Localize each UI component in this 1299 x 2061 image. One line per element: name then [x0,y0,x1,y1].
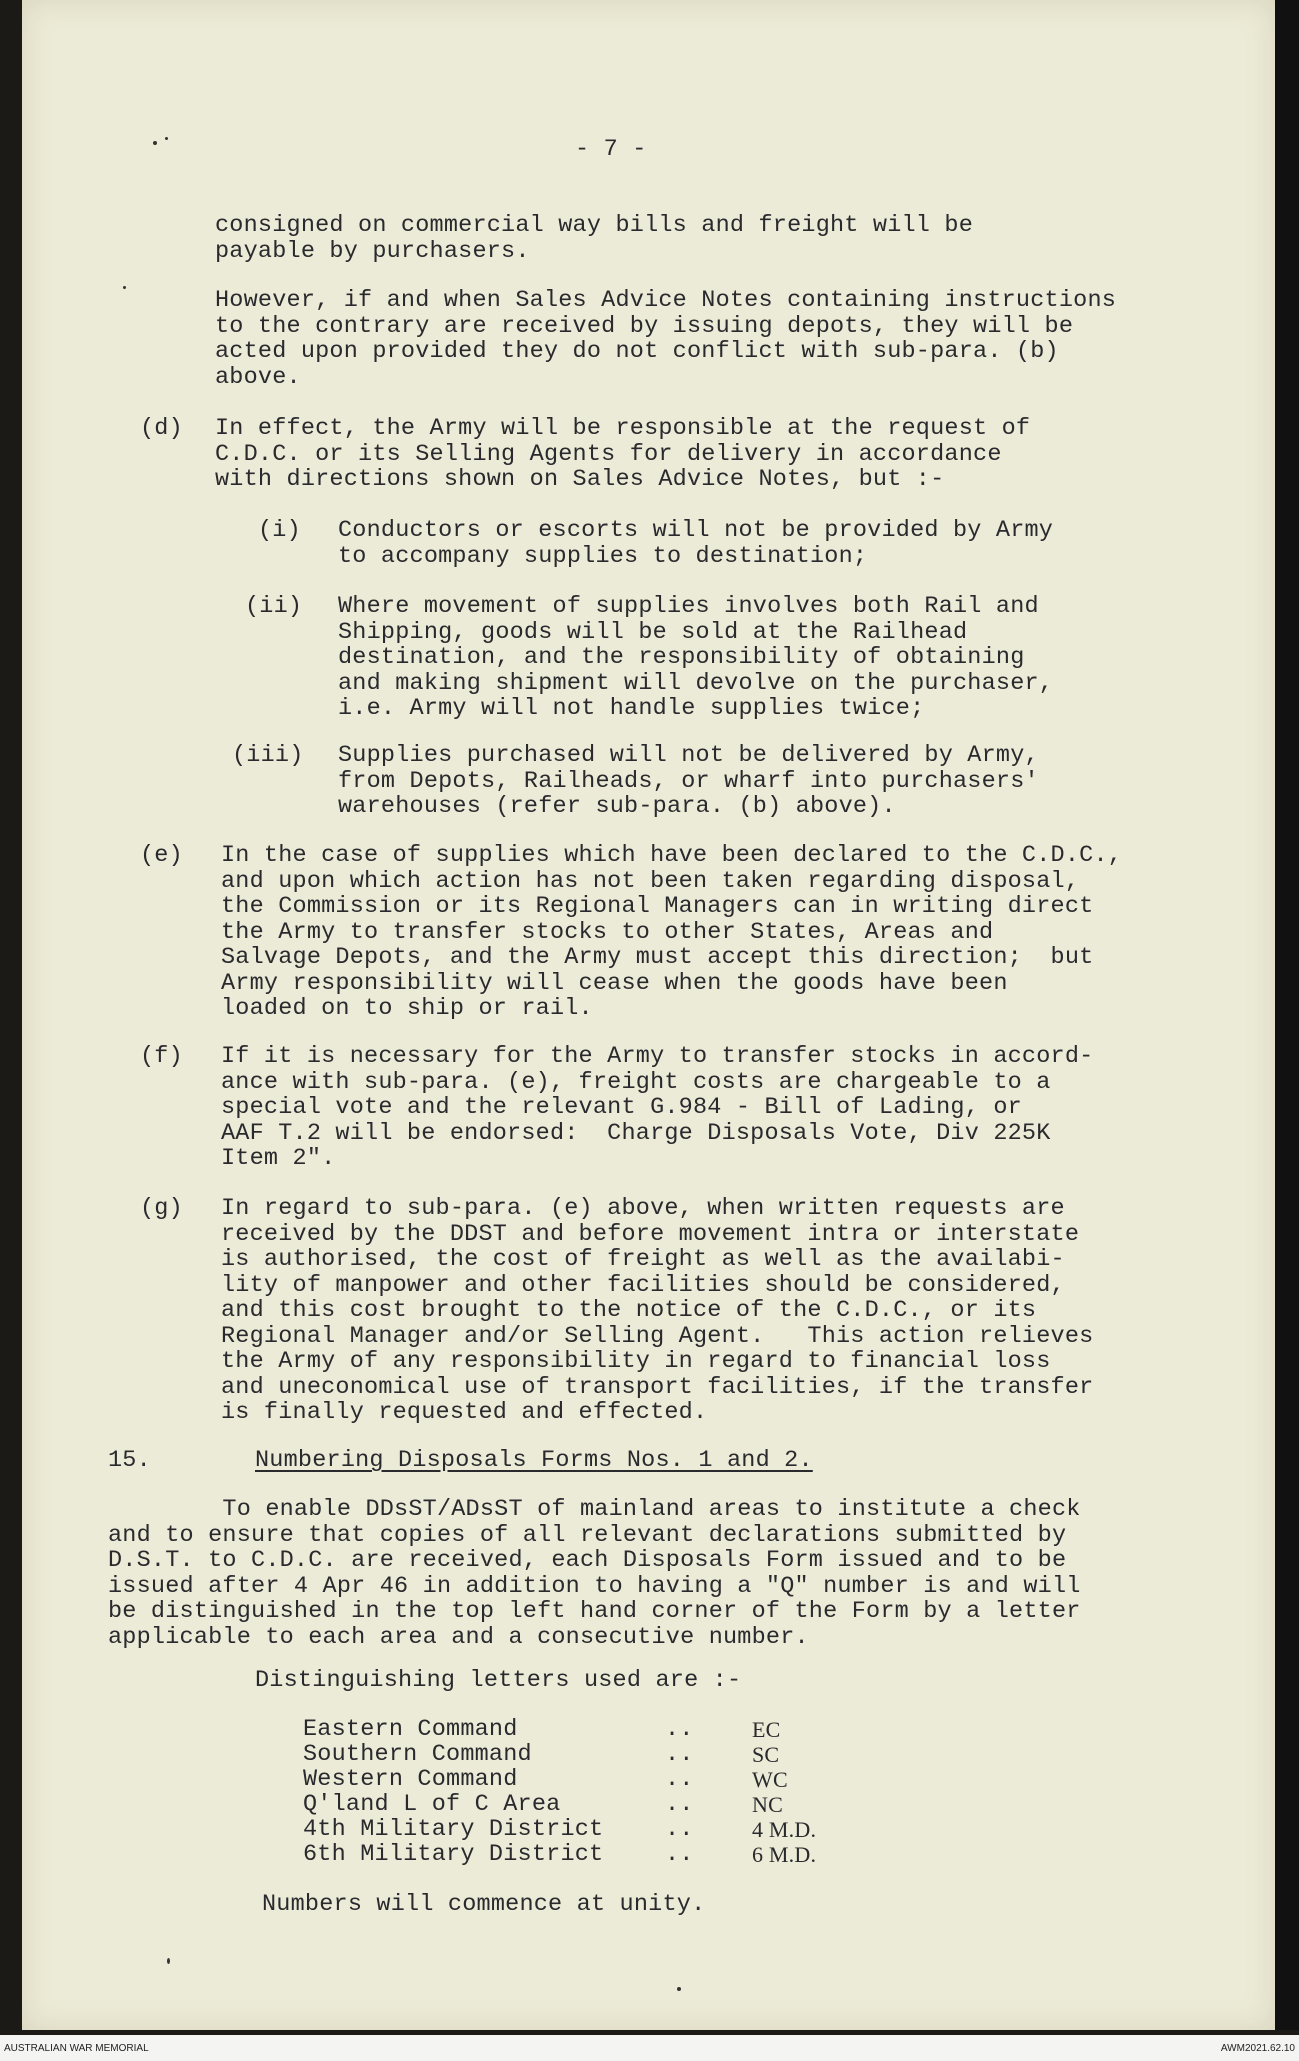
table-row-code: NC [752,1792,783,1817]
table-row-dots: .. [665,1716,694,1743]
subitem-ii-text: Where movement of supplies involves both Rail and Shipping, goods will be sold at the Railhead destination, and the responsibility of obtaining and making shipment will devolve on the purchaser, i.e. Army will not handle supplies twice; [338,593,1054,722]
item-d-label: (d) [140,415,183,442]
archive-footer [0,2035,1299,2061]
subitem-iii-label: (iii) [232,742,304,769]
item-e-text: In the case of supplies which have been declared to the C.D.C., and upon which action has not been taken regarding disposal, the Commission or its Regional Managers can in writing direct the Army to transfer stocks to other States, Areas and Salvage Depots, and the Army must accept this direction; but Army responsibility will cease when the goods have been loaded on to ship or rail. [221,842,1123,1022]
item-f-text: If it is necessary for the Army to transfer stocks in accord- ance with sub-para. (e), freight costs are chargeable to a special vote and the relevant G.984 - Bill of Lading, or AAF T.2 will be endorsed: Charge Disposals Vote, Div 225K Item 2". [221,1043,1094,1172]
scan-speck [677,1987,681,1991]
scan-speck [165,137,168,140]
table-row-code: EC [752,1717,781,1742]
subitem-i-text: Conductors or escorts will not be provided by Army to accompany supplies to destination; [338,517,1054,570]
scan-speck [123,286,126,289]
table-row-dots: .. [665,1841,694,1868]
subitem-ii-label: (ii) [245,593,303,620]
distinguishing-intro: Distinguishing letters used are :- [255,1667,742,1694]
scan-speck [167,1958,170,1964]
section-body: To enable DDsST/ADsST of mainland areas to institute a check and to ensure that copies of all relevant declarations submitted by D.S.T. to C.D.C. are received, each Disposals Form issued and to be issued after 4 Apr 46 in addition to having a "Q" number is and will be distinguished in the top left hand corner of the Form by a letter applicable to each area and a consecutive number. [108,1496,1081,1651]
table-row-name: Eastern Command [303,1716,518,1743]
item-g-text: In regard to sub-para. (e) above, when written requests are received by the DDST and before movement intra or interstate is authorised, the cost of freight as well as the availabi- lity of manpower and other facilities should be considered, and this cost brought to the notice of the C.D.C., or its Regional Manager and/or Selling Agent. This action relieves the Army of any responsibility in regard to financial loss and uneconomical use of transport facilities, if the transfer is finally requested and effected. [221,1195,1094,1426]
table-row-dots: .. [665,1816,694,1843]
table-row-dots: .. [665,1766,694,1793]
item-f-label: (f) [140,1043,183,1070]
scan-speck [153,141,157,145]
closing-line: Numbers will commence at unity. [262,1891,706,1918]
item-e-label: (e) [140,842,183,869]
table-row-dots: .. [665,1741,694,1768]
item-d-text: In effect, the Army will be responsible at the request of C.D.C. or its Selling Agents for delivery in accordance with directions shown on Sales Advice Notes, but :- [215,415,1031,493]
scan-edge [1275,0,1299,2030]
archive-name: AUSTRALIAN WAR MEMORIAL [4,2043,149,2054]
table-row-code: WC [752,1767,788,1792]
table-row-code: SC [752,1742,780,1767]
paragraph-continuation: consigned on commercial way bills and freight will be payable by purchasers. [215,212,974,265]
table-row-name: Western Command [303,1766,518,1793]
table-row-name: Southern Command [303,1741,532,1768]
table-row-dots: .. [665,1791,694,1818]
subitem-i-label: (i) [258,517,301,544]
section-number: 15. [108,1447,151,1474]
page-number: - 7 - [575,136,647,163]
archive-reference: AWM2021.62.10 [1220,2043,1295,2054]
table-row-code: 4 M.D. [752,1817,817,1842]
table-row-name: 4th Military District [303,1816,604,1843]
section-title: Numbering Disposals Forms Nos. 1 and 2. [255,1447,813,1474]
item-g-label: (g) [140,1195,183,1222]
subitem-iii-text: Supplies purchased will not be delivered by Army, from Depots, Railheads, or wharf into purchasers' warehouses (refer sub-para. (b) above). [338,742,1039,820]
table-row-code: 6 M.D. [752,1842,817,1867]
table-row-name: Q'land L of C Area [303,1791,561,1818]
paragraph-however: However, if and when Sales Advice Notes containing instructions to the contrary are received by issuing depots, they will be acted upon provided they do not conflict with sub-para. (b) above. [215,287,1117,391]
table-row-name: 6th Military District [303,1841,604,1868]
